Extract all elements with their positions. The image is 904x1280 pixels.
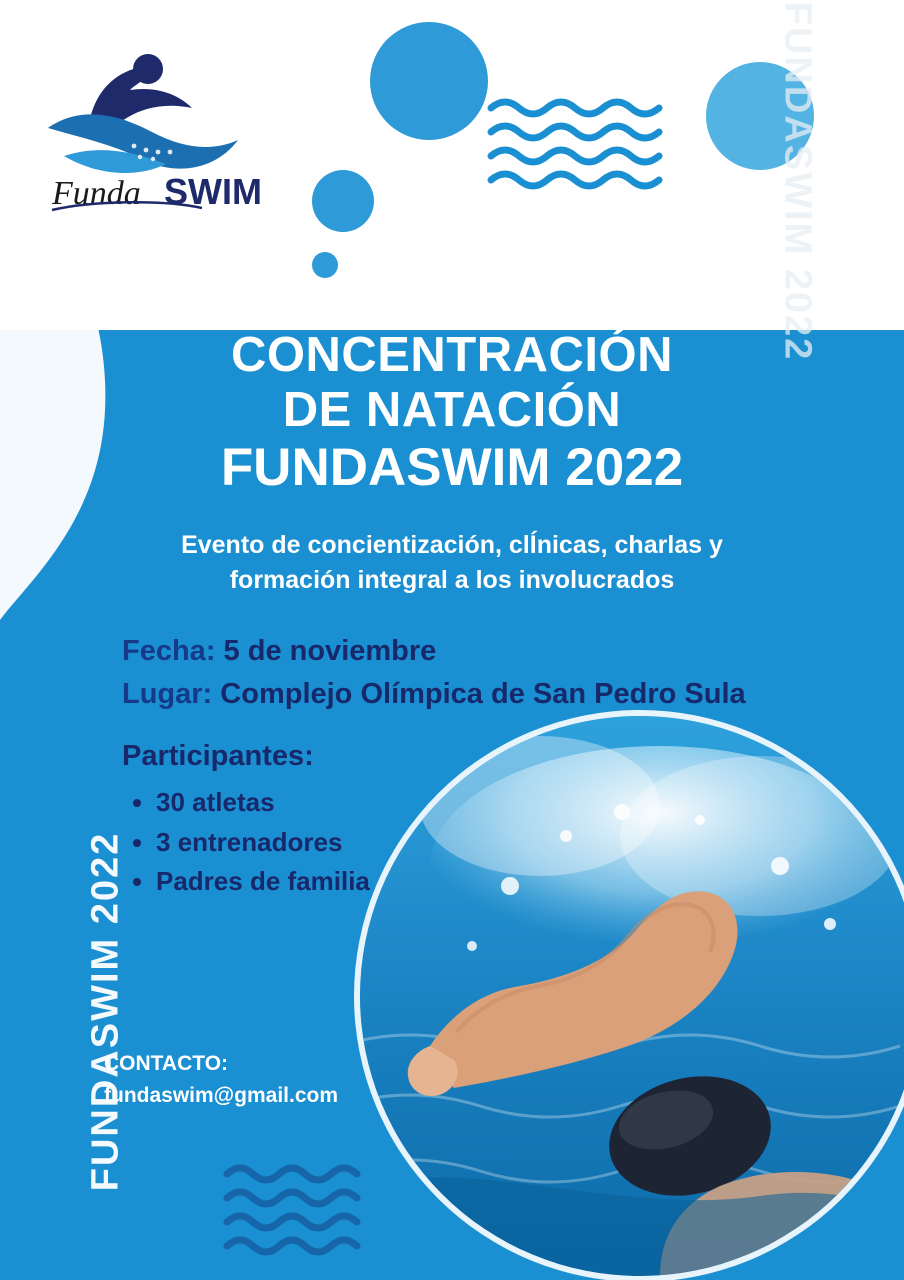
subtitle-line-2: formación integral a los involucrados <box>229 566 675 594</box>
contact-block <box>104 1048 338 1111</box>
participants-list <box>122 783 370 902</box>
list-item: • 3 entrenadores <box>156 823 370 863</box>
info-row-fecha <box>122 630 746 673</box>
title-line-3: FUNDASWIM 2022 <box>220 437 684 497</box>
list-item: • 30 atletas <box>156 783 370 823</box>
wave-decor-top <box>486 96 686 211</box>
contact-label: CONTACTO: <box>104 1052 229 1075</box>
info-label-fecha: Fecha: <box>122 635 216 667</box>
subtitle <box>80 528 824 598</box>
decor-circle-4 <box>312 252 338 278</box>
participants-heading: Participantes: <box>122 740 314 772</box>
svg-text:SWIM: SWIM <box>164 171 262 212</box>
svg-text:Funda: Funda <box>52 175 141 212</box>
info-value-lugar: Complejo Olímpica de San Pedro Sula <box>220 677 746 710</box>
swimmer-photo <box>360 716 904 1276</box>
info-row-lugar <box>122 673 746 716</box>
vertical-brand-right: FUNDASWIM 2022 <box>775 1 818 362</box>
vertical-brand-left: FUNDASWIM 2022 <box>84 831 127 1192</box>
event-info <box>122 630 746 716</box>
participants-block <box>122 740 370 902</box>
subtitle-line-1: Evento de concientización, clÍnicas, charlas y <box>181 531 723 559</box>
contact-email[interactable]: fundaswim@gmail.com <box>104 1083 339 1107</box>
title-line-1: CONCENTRACIÓN <box>230 328 674 382</box>
list-item: • Padres de familia <box>156 862 370 902</box>
title-line-2: DE NATACIÓN <box>282 382 622 437</box>
decor-circle-1 <box>370 22 488 140</box>
page-title <box>0 328 904 497</box>
info-value-fecha: 5 de noviembre <box>223 635 437 667</box>
fundaswim-logo <box>26 24 276 214</box>
info-label-lugar: Lugar: <box>122 677 213 710</box>
wave-decor-bottom <box>222 1162 372 1267</box>
decor-circle-3 <box>312 170 374 232</box>
